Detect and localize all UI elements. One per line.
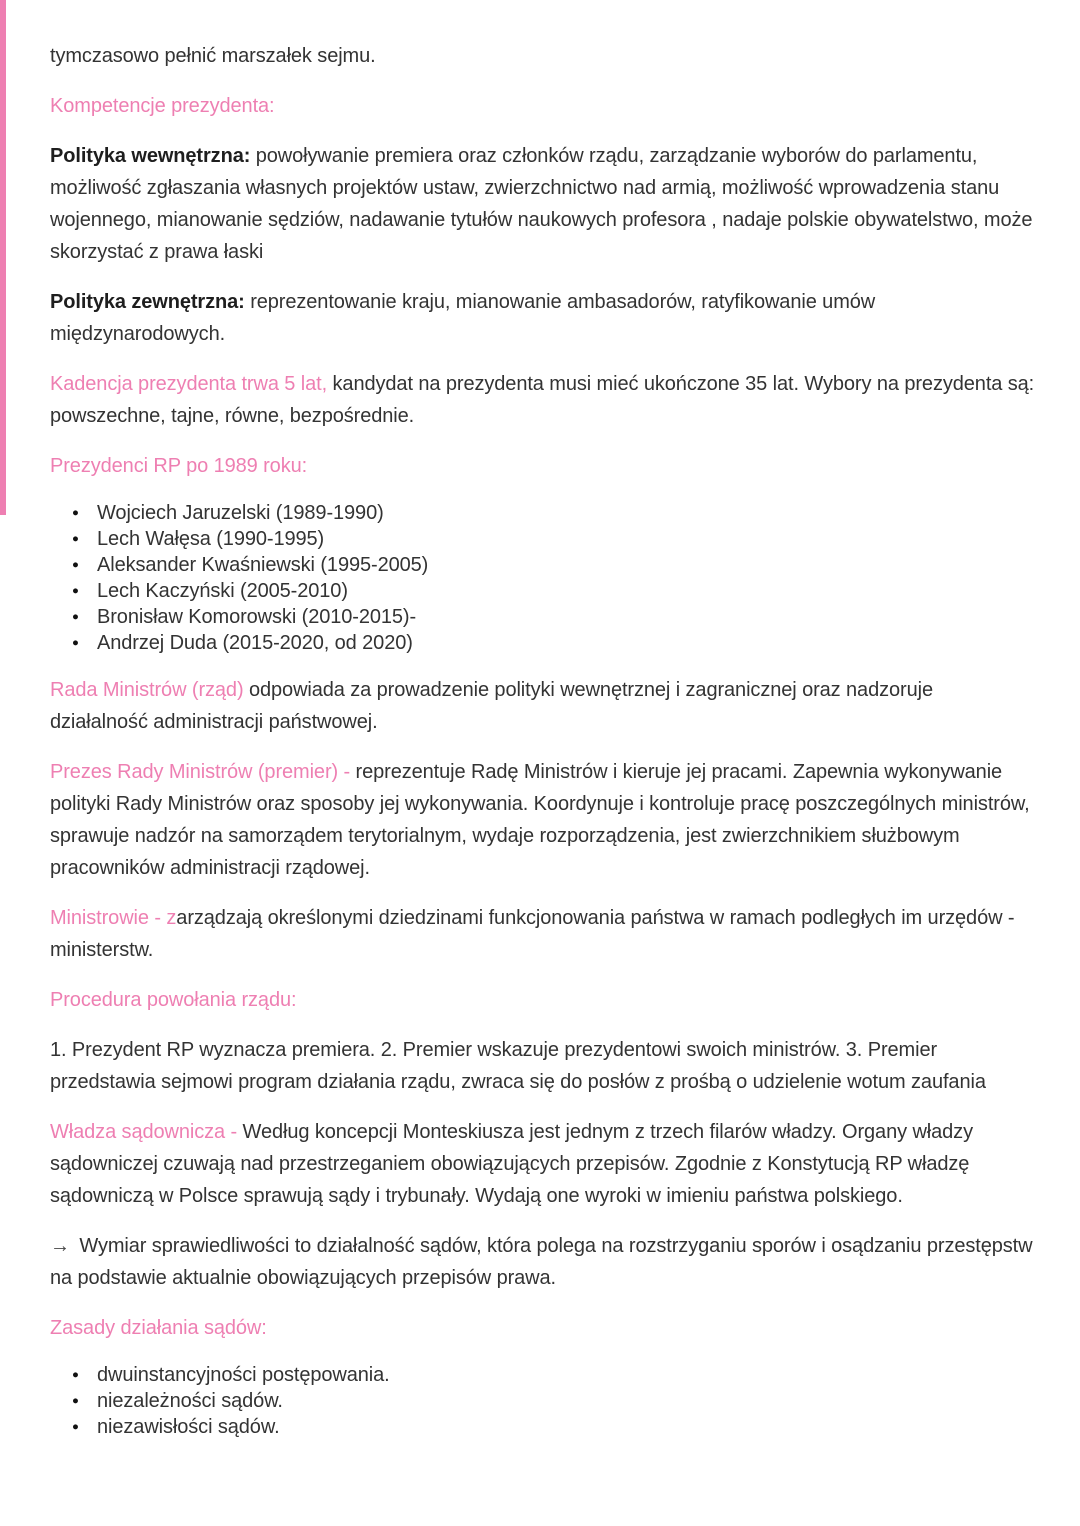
list-item: [50, 1414, 1035, 1440]
list-item: [50, 1388, 1035, 1414]
body-text: arządzają określonymi dziedzinami funkcjonowania państwa w ramach podległych im urzędów - ministerstw.: [50, 907, 1015, 961]
president-name: Aleksander Kwaśniewski (1995-2005): [97, 554, 429, 576]
bullet-icon: ●: [72, 1395, 79, 1407]
lead-pink-rada-ministrow: Rada Ministrów (rząd): [50, 679, 244, 701]
president-name: Bronisław Komorowski (2010-2015)-: [97, 606, 417, 628]
bullet-icon: ●: [72, 507, 79, 519]
body-text: 1. Prezydent RP wyznacza premiera. 2. Premier wskazuje prezydentowi swoich ministrów. 3. Premier przedstawia sejmowi program działania rządu, zwraca się do posłów z prośbą o udzielenie wotum zaufania: [50, 1039, 986, 1093]
right-arrow-icon: →: [50, 1235, 70, 1257]
bullet-icon: ●: [72, 559, 79, 571]
lead-pink-ministrowie: Ministrowie - z: [50, 907, 177, 929]
lead-pink-prezes: Prezes Rady Ministrów (premier) -: [50, 761, 356, 783]
body-text: Wymiar sprawiedliwości to działalność sądów, która polega na rozstrzyganiu sporów i osądzaniu przestępstw na podstawie aktualnie obowiązujących przepisów prawa.: [50, 1235, 1033, 1289]
paragraph-intro: [50, 40, 1035, 72]
list-item: [50, 630, 1035, 656]
heading-procedura-powolania-rzadu: [50, 984, 1035, 1016]
bullet-icon: ●: [72, 637, 79, 649]
list-item: [50, 578, 1035, 604]
bullet-icon: ●: [72, 1369, 79, 1381]
heading-text: Procedura powołania rządu:: [50, 989, 297, 1011]
paragraph-ministrowie: [50, 902, 1035, 966]
paragraph-rada-ministrow: [50, 674, 1035, 738]
presidents-list: [50, 500, 1035, 656]
body-text: tymczasowo pełnić marszałek sejmu.: [50, 45, 376, 67]
heading-text: Zasady działania sądów:: [50, 1317, 267, 1339]
principle-text: dwuinstancyjności postępowania.: [97, 1364, 390, 1386]
lead-pink-wladza-sadownicza: Władza sądownicza -: [50, 1121, 243, 1143]
body-text: reprezentowanie kraju, mianowanie ambasadorów, ratyfikowanie umów międzynarodowych.: [50, 291, 876, 345]
paragraph-wladza-sadownicza: [50, 1116, 1035, 1212]
body-text: kandydat na prezydenta musi mieć ukończone 35 lat. Wybory na prezydenta są: powszechne, tajne, równe, bezpośrednie.: [50, 373, 1035, 427]
bullet-icon: ●: [72, 585, 79, 597]
paragraph-wymiar-sprawiedliwosci: [50, 1230, 1035, 1294]
bullet-icon: ●: [72, 1421, 79, 1433]
body-text: Według koncepcji Monteskiusza jest jednym z trzech filarów władzy. Organy władzy sądowniczej czuwają nad przestrzeganiem obowiązujących przepisów. Zgodnie z Konstytucją RP władzę sądowniczą w Polsce sprawują sądy i trybunały. Wydają one wyroki w imieniu państwa polskiego.: [50, 1121, 973, 1207]
body-text: odpowiada za prowadzenie polityki wewnętrznej i zagranicznej oraz nadzoruje działalność administracji państwowej.: [50, 679, 933, 733]
paragraph-procedura: [50, 1034, 1035, 1098]
court-principles-list: [50, 1362, 1035, 1440]
heading-zasady-dzialania-sadow: [50, 1312, 1035, 1344]
paragraph-polityka-zewnetrzna: [50, 286, 1035, 350]
lead-pink-kadencja: Kadencja prezydenta trwa 5 lat,: [50, 373, 328, 395]
body-text: powoływanie premiera oraz członków rządu, zarządzanie wyborów do parlamentu, możliwość zgłaszania własnych projektów ustaw, zwierzchnictwo nad armią, możliwość wprowadzenia stanu wojennego, mianowanie sędziów, nadawanie tytułów naukowych profesora , nadaje polskie obywatelstwo, może skorzystać z prawa łaski: [50, 145, 1033, 263]
heading-prezydenci-rp: [50, 450, 1035, 482]
lead-bold-polityka-zewnetrzna: Polityka zewnętrzna:: [50, 291, 245, 313]
document-content: [50, 40, 1035, 1458]
bullet-icon: ●: [72, 611, 79, 623]
list-item: [50, 604, 1035, 630]
list-item: [50, 500, 1035, 526]
principle-text: niezawisłości sądów.: [97, 1416, 280, 1438]
body-text: reprezentuje Radę Ministrów i kieruje jej pracami. Zapewnia wykonywanie polityki Rady Ministrów oraz sposoby jej wykonywania. Koordynuje i kontroluje pracę poszczególnych ministrów, sprawuje nadzór na samorządem terytorialnym, wydaje rozporządzenia, jest zwierzchnikiem służbowym pracowników administracji rządowej.: [50, 761, 1030, 879]
president-name: Andrzej Duda (2015-2020, od 2020): [97, 632, 413, 654]
paragraph-kadencja: [50, 368, 1035, 432]
principle-text: niezależności sądów.: [97, 1390, 283, 1412]
left-accent-bar: [0, 0, 6, 515]
bullet-icon: ●: [72, 533, 79, 545]
president-name: Wojciech Jaruzelski (1989-1990): [97, 502, 384, 524]
president-name: Lech Wałęsa (1990-1995): [97, 528, 325, 550]
list-item: [50, 526, 1035, 552]
president-name: Lech Kaczyński (2005-2010): [97, 580, 348, 602]
paragraph-prezes-rady-ministrow: [50, 756, 1035, 884]
list-item: [50, 1362, 1035, 1388]
heading-text: Kompetencje prezydenta:: [50, 95, 275, 117]
paragraph-polityka-wewnetrzna: [50, 140, 1035, 268]
list-item: [50, 552, 1035, 578]
heading-kompetencje-prezydenta: [50, 90, 1035, 122]
lead-bold-polityka-wewnetrzna: Polityka wewnętrzna:: [50, 145, 251, 167]
heading-text: Prezydenci RP po 1989 roku:: [50, 455, 308, 477]
